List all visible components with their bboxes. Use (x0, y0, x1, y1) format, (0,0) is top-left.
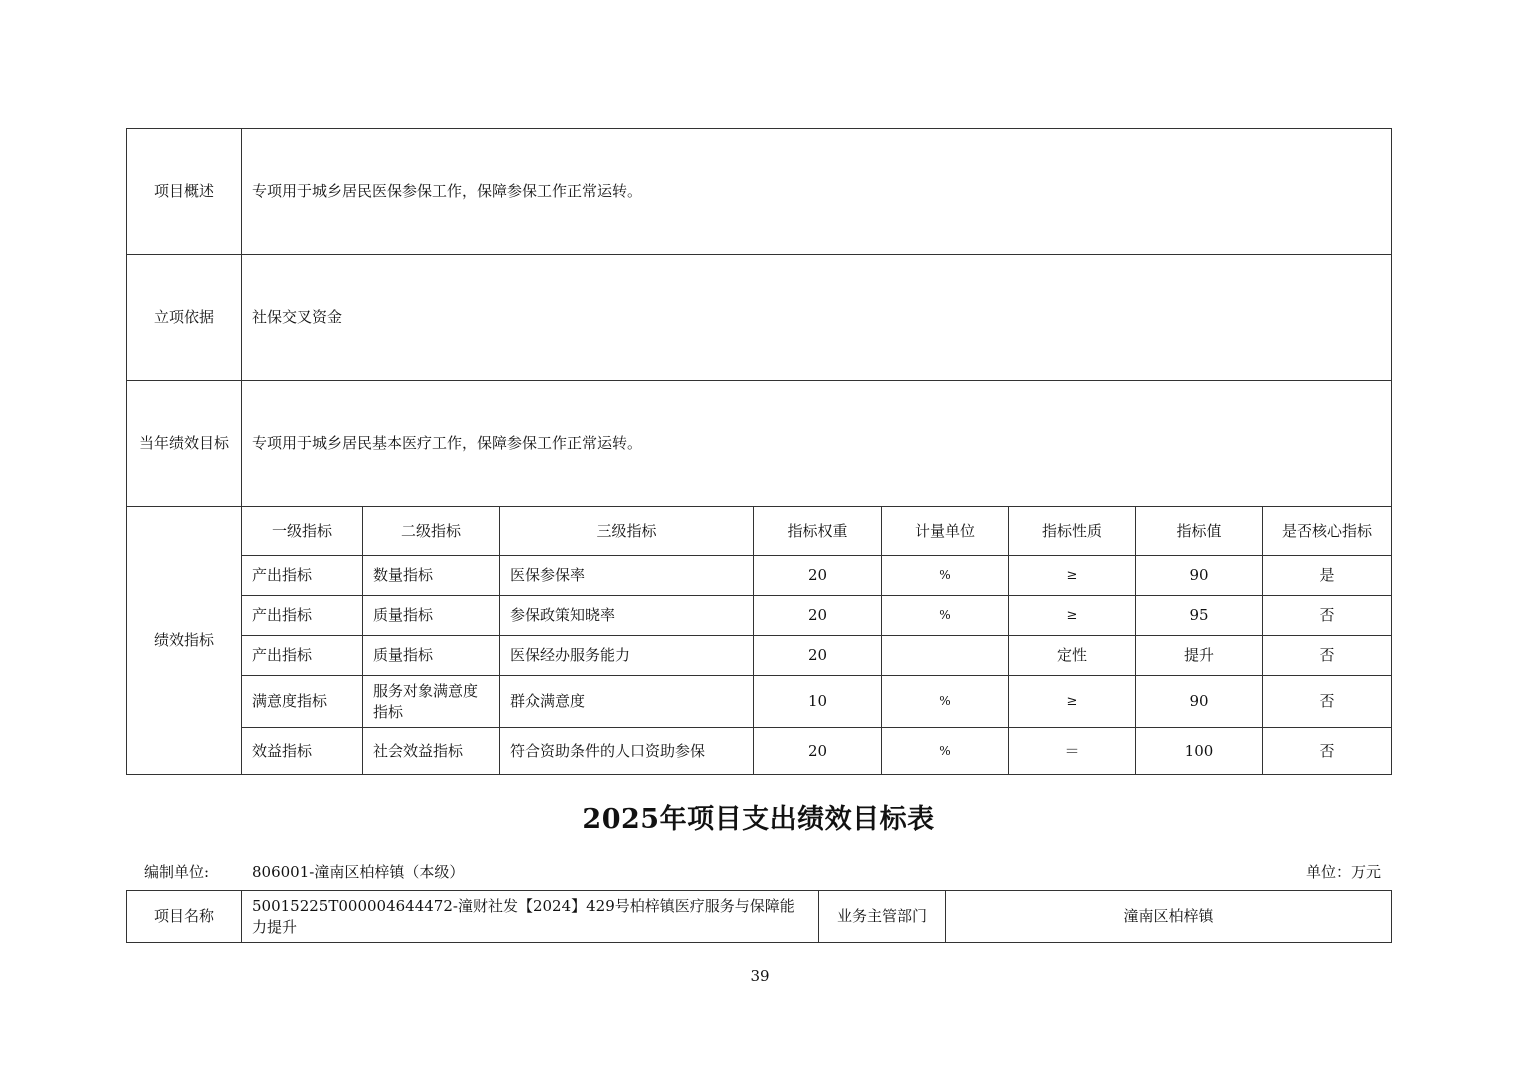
header-level1: 一级指标 (242, 507, 363, 556)
unit-label: 编制单位: (144, 863, 210, 881)
indicator-row (127, 636, 1392, 676)
row-unit (882, 636, 1009, 676)
row-unit: % (882, 676, 1009, 728)
project-name-value: 50015225T000004644472-潼财社发【2024】429号柏梓镇医疗服务与保障能力提升 (242, 891, 819, 943)
row-nature: ≥ (1009, 596, 1136, 636)
row-value: 90 (1136, 676, 1263, 728)
row-level2: 质量指标 (363, 636, 500, 676)
row-level3: 符合资助条件的人口资助参保 (500, 728, 754, 775)
row-core: 否 (1263, 676, 1392, 728)
indicator-row (127, 676, 1392, 728)
row-value: 90 (1136, 556, 1263, 596)
currency-unit: 单位：万元 (1305, 863, 1381, 881)
row-weight: 20 (754, 596, 882, 636)
row-level1: 产出指标 (242, 596, 363, 636)
row-unit: % (882, 728, 1009, 775)
row-nature: 定性 (1009, 636, 1136, 676)
header-level2: 二级指标 (363, 507, 500, 556)
row-level2: 数量指标 (363, 556, 500, 596)
row-nature: ≥ (1009, 556, 1136, 596)
overview-row (127, 129, 1392, 255)
row-weight: 20 (754, 556, 882, 596)
project-name-label: 项目名称 (127, 891, 242, 943)
indicator-header-row (127, 507, 1392, 556)
goal-row (127, 381, 1392, 507)
indicator-row (127, 556, 1392, 596)
header-unit: 计量单位 (882, 507, 1009, 556)
row-core: 否 (1263, 636, 1392, 676)
row-level1: 产出指标 (242, 636, 363, 676)
header-nature: 指标性质 (1009, 507, 1136, 556)
row-core: 否 (1263, 728, 1392, 775)
row-weight: 20 (754, 636, 882, 676)
row-unit: % (882, 556, 1009, 596)
row-value: 100 (1136, 728, 1263, 775)
indicator-row (127, 728, 1392, 775)
row-nature: ≥ (1009, 676, 1136, 728)
overview-text: 专项用于城乡居民医保参保工作，保障参保工作正常运转。 (242, 129, 1392, 255)
dept-label: 业务主管部门 (819, 891, 946, 943)
row-level1: 产出指标 (242, 556, 363, 596)
row-level3: 医保经办服务能力 (500, 636, 754, 676)
row-level1: 效益指标 (242, 728, 363, 775)
indicators-label: 绩效指标 (127, 507, 242, 775)
goal-label: 当年绩效目标 (127, 381, 242, 507)
project-name-table (126, 890, 1392, 943)
row-core: 否 (1263, 596, 1392, 636)
row-level2: 服务对象满意度指标 (363, 676, 500, 728)
row-level2: 质量指标 (363, 596, 500, 636)
header-level3: 三级指标 (500, 507, 754, 556)
overview-label: 项目概述 (127, 129, 242, 255)
header-core: 是否核心指标 (1263, 507, 1392, 556)
header-weight: 指标权重 (754, 507, 882, 556)
table-meta (126, 861, 1391, 883)
dept-value: 潼南区柏梓镇 (946, 891, 1392, 943)
basis-label: 立项依据 (127, 255, 242, 381)
row-weight: 20 (754, 728, 882, 775)
row-level3: 参保政策知晓率 (500, 596, 754, 636)
row-value: 提升 (1136, 636, 1263, 676)
table-title: 2025年项目支出绩效目标表 (582, 804, 935, 835)
unit-value: 806001-潼南区柏梓镇（本级） (252, 863, 465, 881)
performance-target-table (126, 128, 1392, 775)
row-nature: ＝ (1009, 728, 1136, 775)
row-level2: 社会效益指标 (363, 728, 500, 775)
goal-text: 专项用于城乡居民基本医疗工作，保障参保工作正常运转。 (242, 381, 1392, 507)
row-level3: 医保参保率 (500, 556, 754, 596)
header-value: 指标值 (1136, 507, 1263, 556)
page-number: 39 (750, 967, 770, 985)
row-core: 是 (1263, 556, 1392, 596)
row-weight: 10 (754, 676, 882, 728)
row-level1: 满意度指标 (242, 676, 363, 728)
indicator-row (127, 596, 1392, 636)
row-value: 95 (1136, 596, 1263, 636)
performance-table-continued (126, 128, 1391, 775)
basis-row (127, 255, 1392, 381)
row-unit: % (882, 596, 1009, 636)
basis-text: 社保交叉资金 (242, 255, 1392, 381)
row-level3: 群众满意度 (500, 676, 754, 728)
project-name-row (127, 891, 1392, 943)
